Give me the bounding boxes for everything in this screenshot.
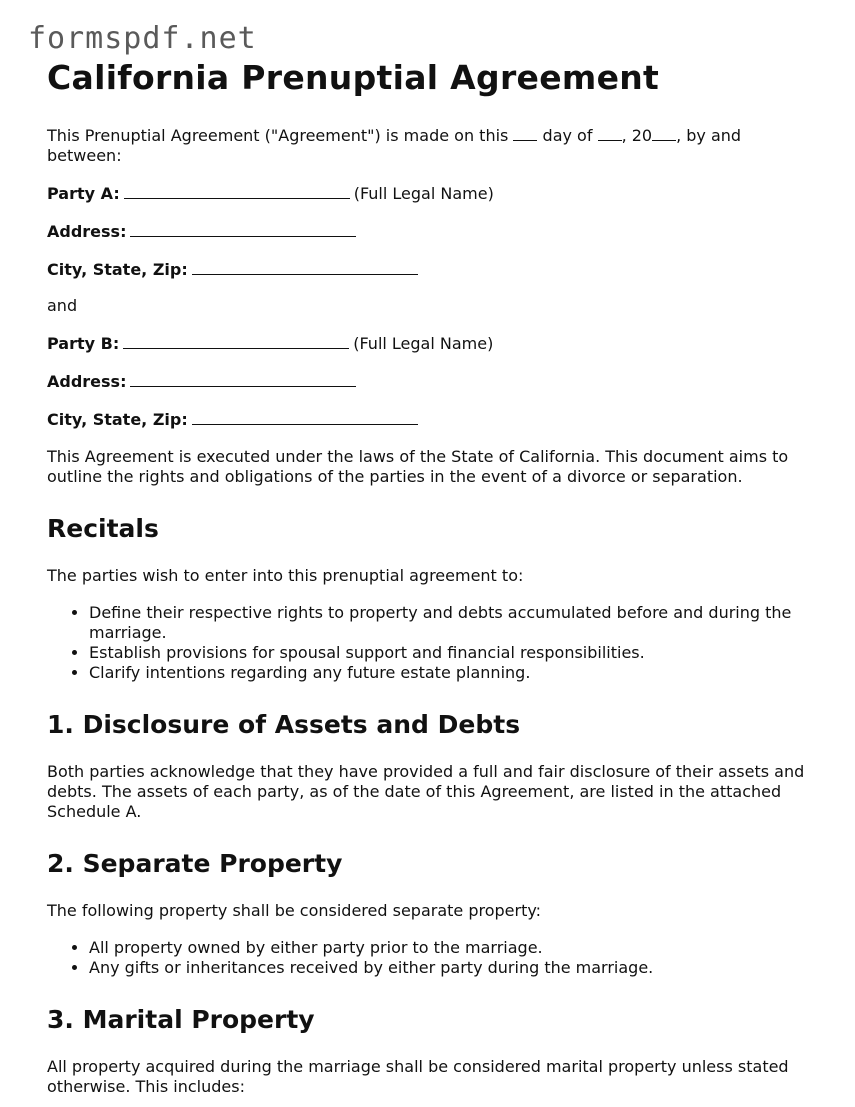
month-blank[interactable] xyxy=(598,126,622,141)
list-item: • Define their respective rights to property and debts accumulated before and during the marriage. xyxy=(89,603,807,643)
section-2-text: The following property shall be considered separate property: xyxy=(47,900,542,920)
document-title: California Prenuptial Agreement xyxy=(47,58,660,97)
party-b-city-blank[interactable] xyxy=(192,409,418,425)
party-a-name-note: (Full Legal Name) xyxy=(353,183,494,203)
party-b-city-row xyxy=(47,409,807,430)
section-1-heading: 1. Disclosure of Assets and Debts xyxy=(47,709,521,739)
section-3-text: All property acquired during the marriage shall be considered marital property unless stated otherwise. This includes: xyxy=(47,1056,789,1096)
party-a-address-row xyxy=(47,221,807,242)
watermark: formspdf.net xyxy=(28,21,257,56)
and-text: and xyxy=(47,295,78,315)
party-a-name-label: Party A: xyxy=(47,183,120,203)
party-a-address-label: Address: xyxy=(47,221,127,241)
recitals-list xyxy=(47,603,807,683)
day-blank[interactable] xyxy=(513,126,537,141)
intro-paragraph: This Prenuptial Agreement ("Agreement") is made on this day of , 20 , by and between: xyxy=(47,125,742,165)
party-b-name-blank[interactable] xyxy=(123,333,349,349)
section-2-heading: 2. Separate Property xyxy=(47,848,343,878)
party-a-city-label: City, State, Zip: xyxy=(47,259,188,279)
party-b-name-label: Party B: xyxy=(47,333,120,353)
party-b-name-row xyxy=(47,333,807,354)
list-item: • Clarify intentions regarding any future estate planning. xyxy=(89,663,807,683)
section-3-heading: 3. Marital Property xyxy=(47,1004,315,1034)
separate-property-list xyxy=(47,938,807,978)
list-item: • All property owned by either party prior to the marriage. xyxy=(89,938,807,958)
party-a-city-blank[interactable] xyxy=(192,259,418,275)
party-a-name-row xyxy=(47,183,807,204)
section-1-text: Both parties acknowledge that they have provided a full and fair disclosure of their assets and debts. The assets of each party, as of the date of this Agreement, are listed in the attached Schedule A. xyxy=(47,761,805,821)
recitals-text: The parties wish to enter into this prenuptial agreement to: xyxy=(47,565,524,585)
list-item: • Any gifts or inheritances received by either party during the marriage. xyxy=(89,958,807,978)
party-b-address-label: Address: xyxy=(47,371,127,391)
party-a-city-row xyxy=(47,259,807,280)
document-page xyxy=(47,58,807,1097)
party-b-name-note: (Full Legal Name) xyxy=(353,333,494,353)
party-b-city-label: City, State, Zip: xyxy=(47,409,188,429)
party-b-address-blank[interactable] xyxy=(130,371,356,387)
party-a-name-blank[interactable] xyxy=(124,183,350,199)
party-b-address-row xyxy=(47,371,807,392)
executed-paragraph: This Agreement is executed under the laws of the State of California. This document aims to outline the rights and obligations of the parties in the event of a divorce or separation. xyxy=(47,446,789,486)
list-item: • Establish provisions for spousal support and financial responsibilities. xyxy=(89,643,807,663)
recitals-heading: Recitals xyxy=(47,513,159,543)
party-a-address-blank[interactable] xyxy=(130,221,356,237)
year-blank[interactable] xyxy=(652,126,676,141)
